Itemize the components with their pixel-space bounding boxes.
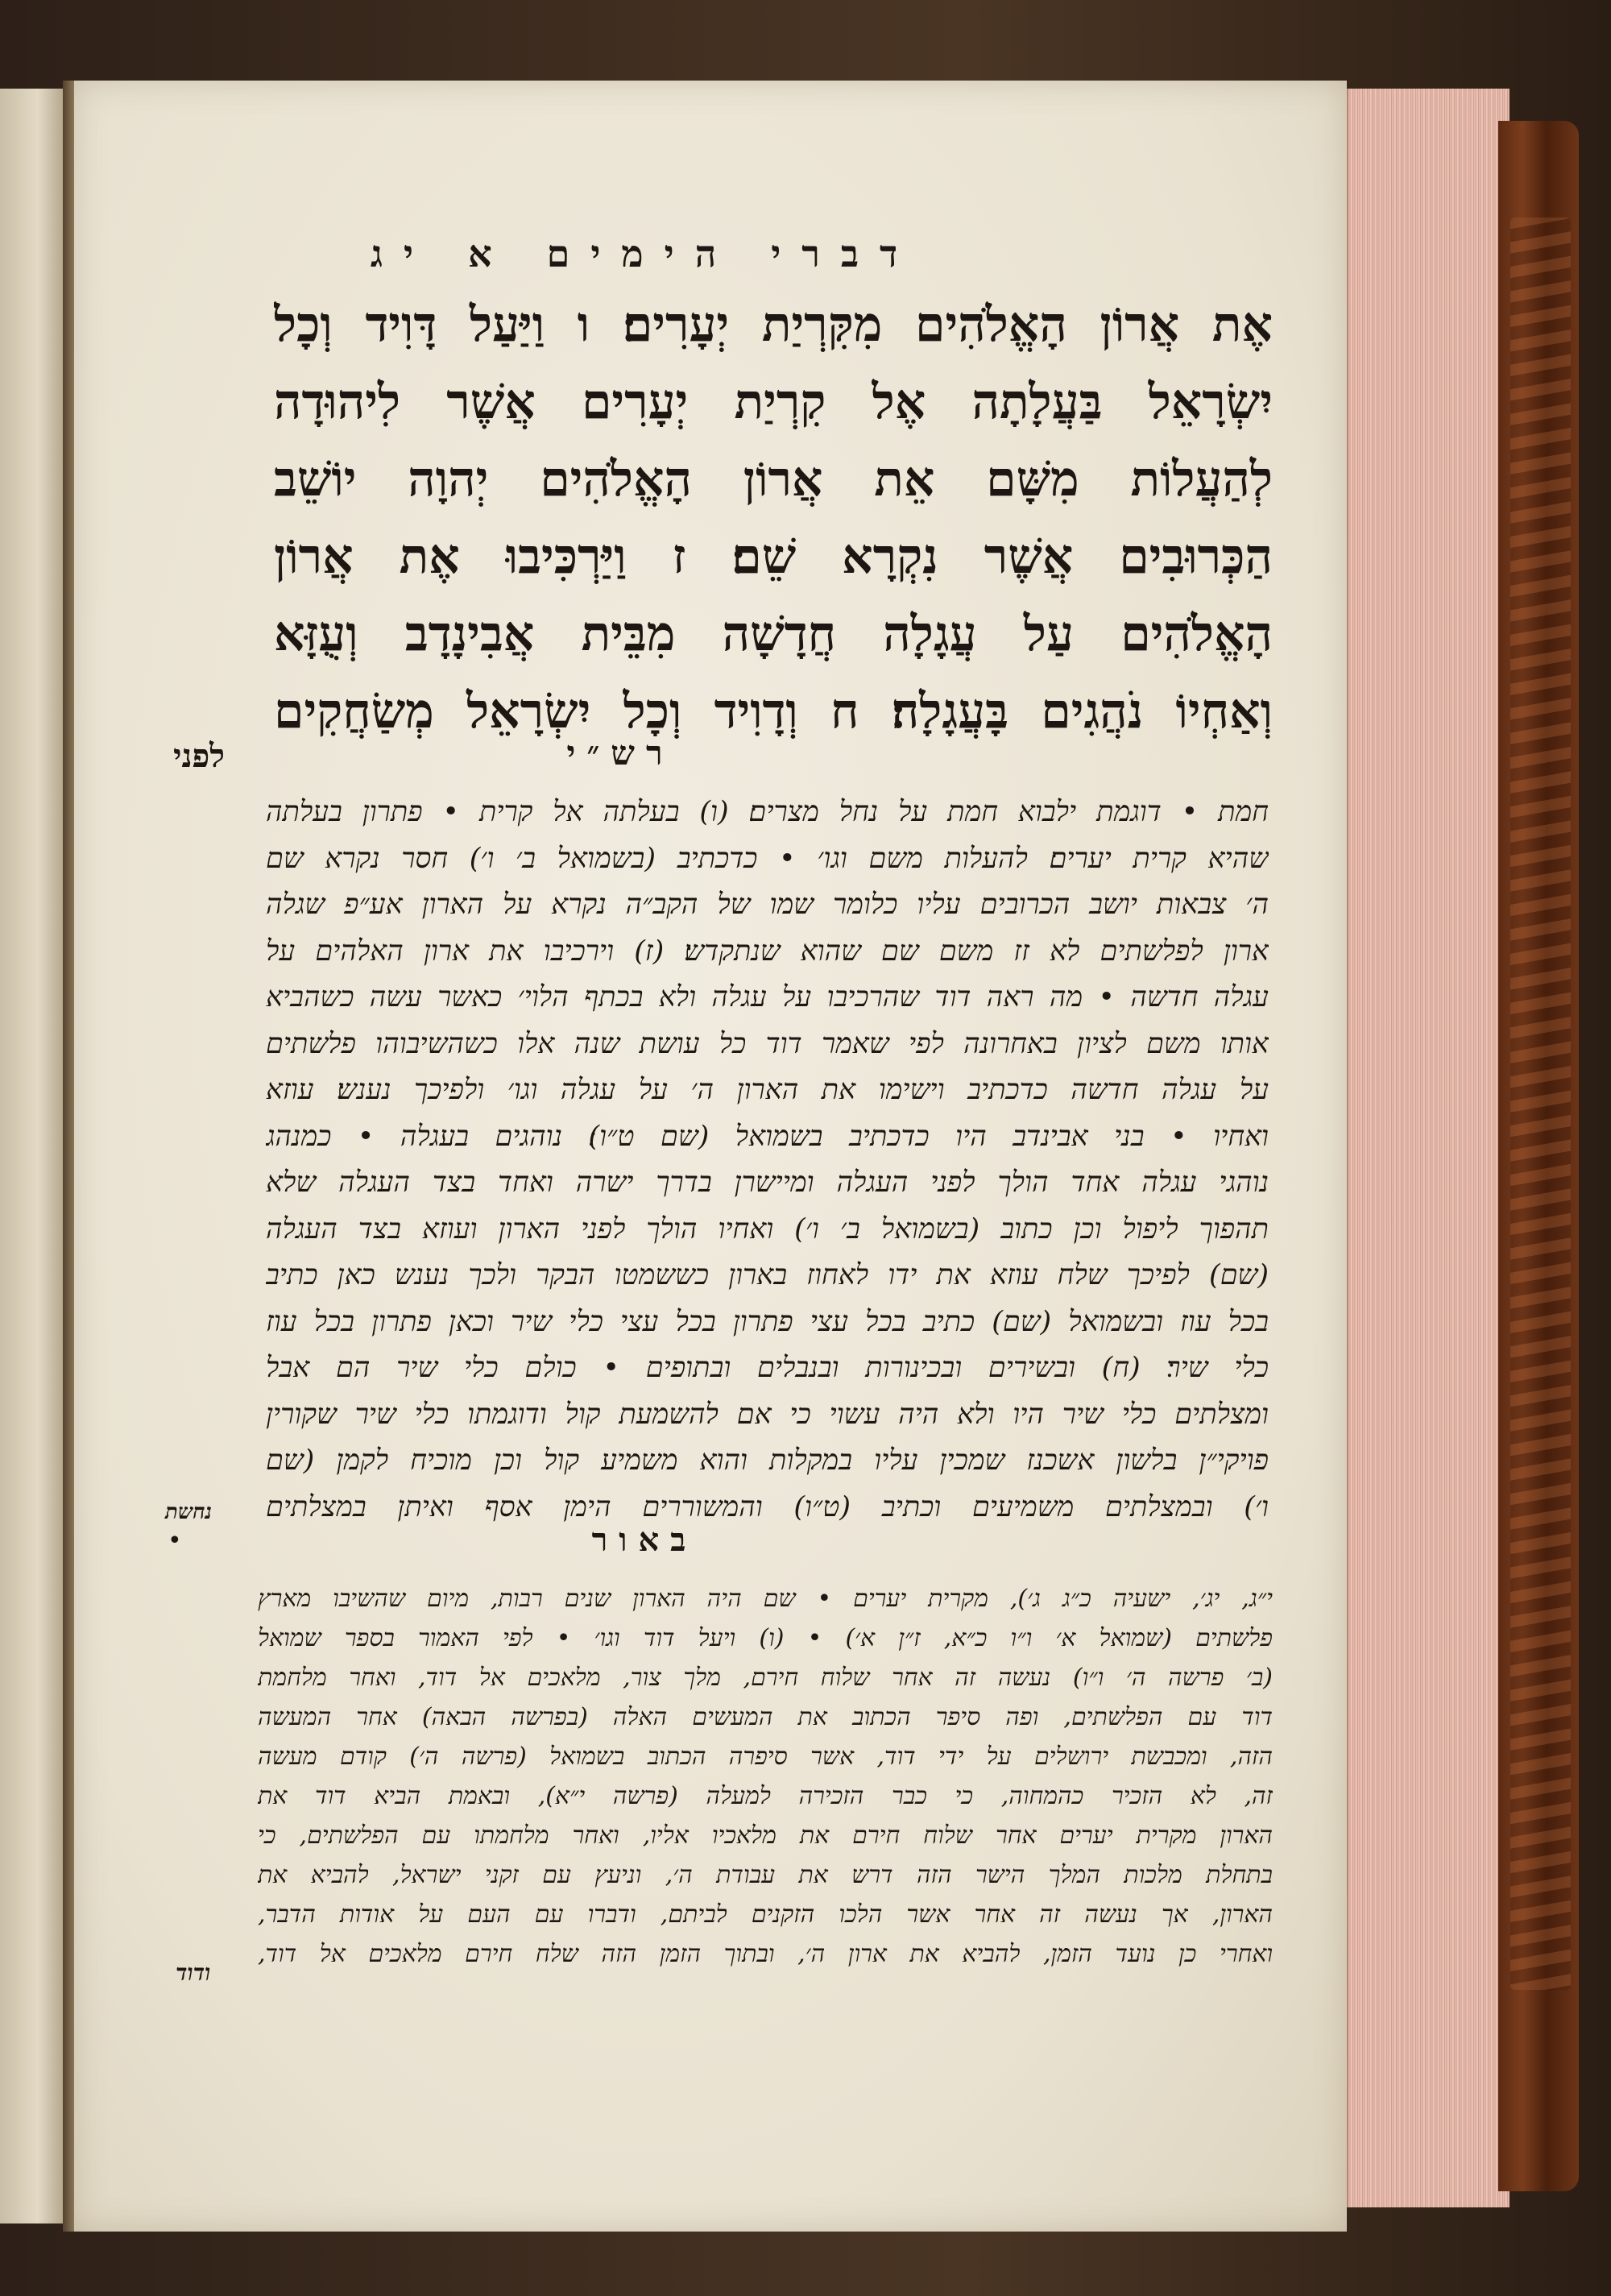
biur-line: י״ג, יג׳, ישעיה כ״ג ג׳), מקרית יערים • שם היה הארון שנים רבות, מיום שהשיבו מארץ bbox=[258, 1585, 1273, 1613]
verse-line: הַכְּרוּבִים אֲשֶׁר נִקְרָא שֵׁם׃ ז וַיַּרְכִּיבוּ אֶת אֲרוֹן bbox=[274, 528, 1273, 585]
commentary-line: עגלה חדשה • מה ראה דוד שהרכיבו על עגלה ולא בכתף הלוי׳ כאשר עשה כשהביא bbox=[266, 981, 1269, 1013]
biur-section-header: באור bbox=[591, 1521, 698, 1559]
biur-line: בתחלת מלכות המלך הישר הזה דרש את עבודת ה׳, וניעץ עם זקני ישראל, להביא את bbox=[258, 1861, 1273, 1889]
rashi-commentary-block bbox=[266, 790, 1269, 1531]
biur-line: הארון מקרית יערים אחר שלוח חירם את מלאכיו אליו, ואחר מלחמתו עם הפלשתים, כי bbox=[258, 1821, 1273, 1850]
commentary-line: אותו משם לציון באחרונה לפי שאמר דוד כל עושת שנה אלו כשהשיבוהו פלשתים bbox=[266, 1027, 1269, 1060]
commentary-line: ו׳) ובמצלתים משמיעים וכתיב (ט״ו) והמשוררים הימן אסף ואיתן במצלתים bbox=[266, 1490, 1269, 1523]
section-dot: • bbox=[168, 1527, 182, 1555]
verse-line: אֶת אֲרוֹן הָאֱלֹהִים מִקִּרְיַת יְעָרִים׃ ו וַיַּעַל דָּוִיד וְכָל bbox=[274, 296, 1273, 353]
commentary-line: פויקי״ן בלשון אשכנז שמכין עליו במקלות והוא משמיע קול וכן מוכיח לקמן (שם bbox=[266, 1444, 1269, 1477]
biur-commentary-block bbox=[258, 1579, 1273, 1974]
commentary-line: (שם) לפיכך שלח עוזא את ידו לאחוז בארון כששמטו הבקר ולכך נענש כאן כתיב bbox=[266, 1259, 1269, 1291]
running-head: דברי הימים א יג bbox=[370, 232, 919, 276]
commentary-line: נוהגי עגלה אחד הולך לפני העגלה ומיישרן בדרך ישרה ואחד בצד העגלה שלא bbox=[266, 1167, 1269, 1199]
biur-line: הזה, ומכבשת ירושלים על ידי דוד, אשר סיפרה הכתוב בשמואל (פרשה ה׳) קודם מעשה bbox=[258, 1743, 1273, 1771]
rashi-section-header: רש״י bbox=[566, 733, 674, 773]
page-edges-stack bbox=[1347, 89, 1510, 2207]
facing-page-edge bbox=[0, 89, 65, 2223]
catchword-top: לפני bbox=[173, 737, 225, 775]
commentary-line: ה׳ צבאות יושב הכרובים עליו כלומר שמו של הקב״ה נקרא על הארון אע״פ שגלה bbox=[266, 889, 1269, 921]
commentary-line: כלי שיר׃ (ח) ובשירים ובכינורות ובנבלים ובתופים • כולם כלי שיר הם אבל bbox=[266, 1352, 1269, 1384]
catchword-bottom: ודוד bbox=[176, 1959, 211, 1986]
biur-line: הארון, אך נעשה זה אחר אשר הלכו הזקנים לביתם, ודברו עם העם על אודות הדבר, bbox=[258, 1900, 1273, 1929]
biur-line: דוד עם הפלשתים, ופה סיפר הכתוב את המעשים האלה (בפרשה הבאה) אחר המעשה bbox=[258, 1703, 1273, 1731]
biur-line: זה, לא הזכיר כהמחוה, כי כבר הזכירה למעלה (פרשה י״א), ובאמת הביא דוד את bbox=[258, 1782, 1273, 1810]
verse-line: וְאַחְיוֹ נֹהֲגִים בָּעֲגָלָה׃ ח וְדָוִיד וְכָל יִשְׂרָאֵל מְשַׂחֲקִים bbox=[274, 683, 1273, 740]
biur-line: ואחרי כן נועד הזמן, להביא את ארון ה׳, ובתוך הזמן הזה שלח חירם מלאכים אל דוד, bbox=[258, 1940, 1273, 1968]
scripture-text-block bbox=[274, 286, 1273, 750]
cover-marbling bbox=[1510, 218, 1571, 1990]
commentary-line: ומצלתים כלי שיר היו ולא היה עשוי כי אם להשמעת קול ודוגמתו כלי שיר שקורין bbox=[266, 1398, 1269, 1431]
biur-line: פלשתים (שמואל א׳ ו״ו כ״א, ז״ן א׳) • (ו) ויעל דוד וגו׳ • לפי האמור בספר שמואל bbox=[258, 1624, 1273, 1652]
biur-line: (ב׳ פרשה ה׳ ו״ו) נעשה זה אחר שלוח חירם, מלך צור, מלאכים אל דוד, ואחר מלחמת bbox=[258, 1664, 1273, 1692]
commentary-line: תהפוך ליפול וכן כתוב (בשמואל ב׳ ו׳) ואחיו הולך לפני הארון ועוזא בצד העגלה bbox=[266, 1212, 1269, 1245]
commentary-line: שהיא קרית יערים׃ להעלות משם וגו׳ • כדכתיב (בשמואל ב׳ ו׳) חסר נקרא שם bbox=[266, 842, 1269, 875]
commentary-line: על עגלה חדשה כדכתיב וישימו את הארון ה׳ על עגלה וגו׳ ולפיכך נענש׃ עוזא bbox=[266, 1074, 1269, 1106]
commentary-line: בכל עוז ובשמואל (שם) כתיב בכל עצי פתרון בכל עצי כלי שיר וכאן פתרון בכל עוז bbox=[266, 1305, 1269, 1338]
catchword-middle: נחשת bbox=[165, 1500, 213, 1524]
verse-line: הָאֱלֹהִים עַל עֲגָלָה חֲדָשָׁה מִבֵּית אֲבִינָדָב וְעֻזָּא bbox=[274, 606, 1273, 662]
verse-line: לְהַעֲלוֹת מִשָּׁם אֵת אֲרוֹן הָאֱלֹהִים יְהוָה יוֹשֵׁב bbox=[274, 451, 1273, 508]
book-gutter bbox=[63, 81, 74, 2232]
verse-line: יִשְׂרָאֵל בַּעֲלָתָה אֶל קִרְיַת יְעָרִים אֲשֶׁר לִיהוּדָה bbox=[274, 374, 1273, 430]
commentary-line: חמת • דוגמת ילבוא חמת על נחל מצרים׃ (ו) בעלתה אל קרית • פתרון בעלתה bbox=[266, 796, 1269, 828]
commentary-line: ואחיו • בני אבינדב היו כדכתיב בשמואל (שם ט״ו)׃ נוהגים בעגלה • כמנהג bbox=[266, 1120, 1269, 1153]
commentary-line: ארון לפלשתים לא זז משם שם שהוא שנתקדש׃ (ז) וירכיבו את ארון האלהים על bbox=[266, 935, 1269, 968]
